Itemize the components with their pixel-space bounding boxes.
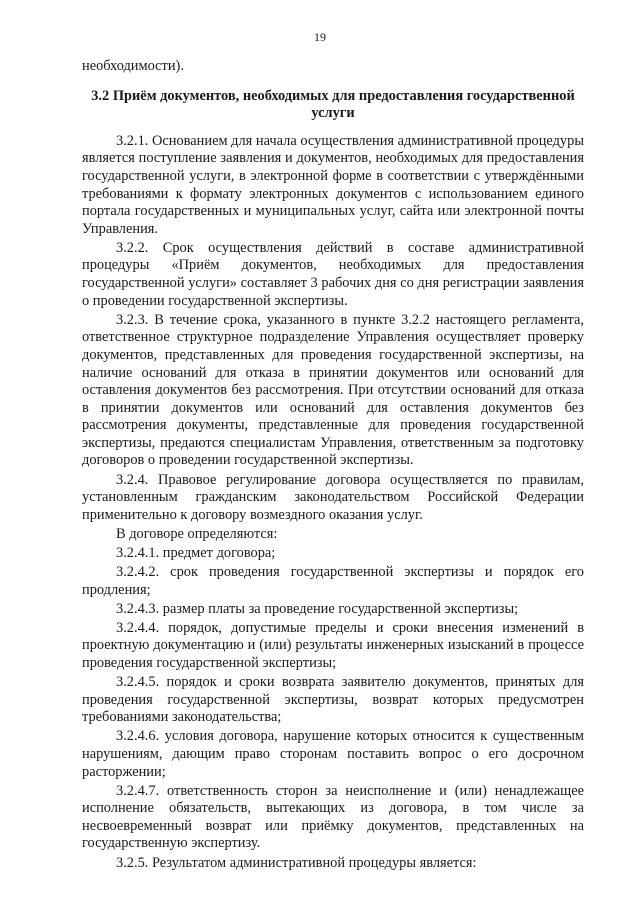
page-number: 19 [314, 30, 326, 44]
paragraph-3-2-4-1: 3.2.4.1. предмет договора; [116, 544, 276, 561]
section-title: 3.2 Приём документов, необходимых для предоставления государственной услуги [91, 87, 575, 122]
paragraph-3-2-4-2: 3.2.4.2. срок проведения государственной экспертизы и порядок его продления; [82, 564, 584, 598]
paragraph-3-2-2: 3.2.2. Срок осуществления действий в составе административной процедуры «Приём документов, необходимых для предоставления государственной услуги» составляет 3 рабочих дня со дня регистрации заявления о проведении государственной экспертизы. [82, 239, 584, 309]
document-body [82, 58, 584, 872]
paragraph-3-2-3: 3.2.3. В течение срока, указанного в пункте 3.2.2 настоящего регламента, ответственное структурное подразделение Управления осуществляет проверку документов, представленных для проведения государственной экспертизы, на наличие оснований для отказа в принятии документов или оснований для оставления документов без рассмотрения. При отсутствии оснований для отказа в принятии документов или оснований для оставления документов без рассмотрения документы, представленные для проведения государственной экспертизы, предаются специалистам Управления, ответственным за подготовку договоров о проведении государственной экспертизы. [82, 311, 584, 469]
paragraph-3-2-4-5: 3.2.4.5. порядок и сроки возврата заявителю документов, принятых для проведения государственной экспертизы, возврат которых предусмотрен требованиями законодательства; [82, 674, 584, 726]
paragraph-3-2-1: 3.2.1. Основанием для начала осуществления административной процедуры является поступление заявления и документов, необходимых для предоставления государственной услуги, в электронной форме в соответствии с утверждёнными требованиями к формату электронных документов с использованием единого портала государственных и муниципальных услуг, сайта или электронной почты Управления. [82, 132, 584, 237]
paragraph-3-2-5: 3.2.5. Результатом административной процедуры является: [116, 854, 477, 871]
paragraph-3-2-4-6: 3.2.4.6. условия договора, нарушение которых относится к существенным нарушениям, дающим право сторонам поставить вопрос о его досрочном расторжении; [82, 728, 584, 780]
paragraph-contract-intro: В договоре определяются: [116, 525, 278, 542]
paragraph-3-2-4-7: 3.2.4.7. ответственность сторон за неисполнение и (или) ненадлежащее исполнение обязательств, вытекающих из договора, в том числе за несвоевременный возврат или приёмку документов, представленных на государственную экспертизу. [82, 782, 584, 852]
paragraph-3-2-4-3: 3.2.4.3. размер платы за проведение государственной экспертизы; [116, 600, 519, 617]
lead-text: необходимости). [82, 58, 184, 74]
paragraph-3-2-4-4: 3.2.4.4. порядок, допустимые пределы и сроки внесения изменений в проектную документацию и (или) результаты инженерных изысканий в процессе проведения государственной экспертизы; [82, 619, 584, 671]
paragraph-3-2-4: 3.2.4. Правовое регулирование договора осуществляется по правилам, установленным гражданским законодательством Российской Федерации применительно к договору возмездного оказания услуг. [82, 471, 584, 523]
